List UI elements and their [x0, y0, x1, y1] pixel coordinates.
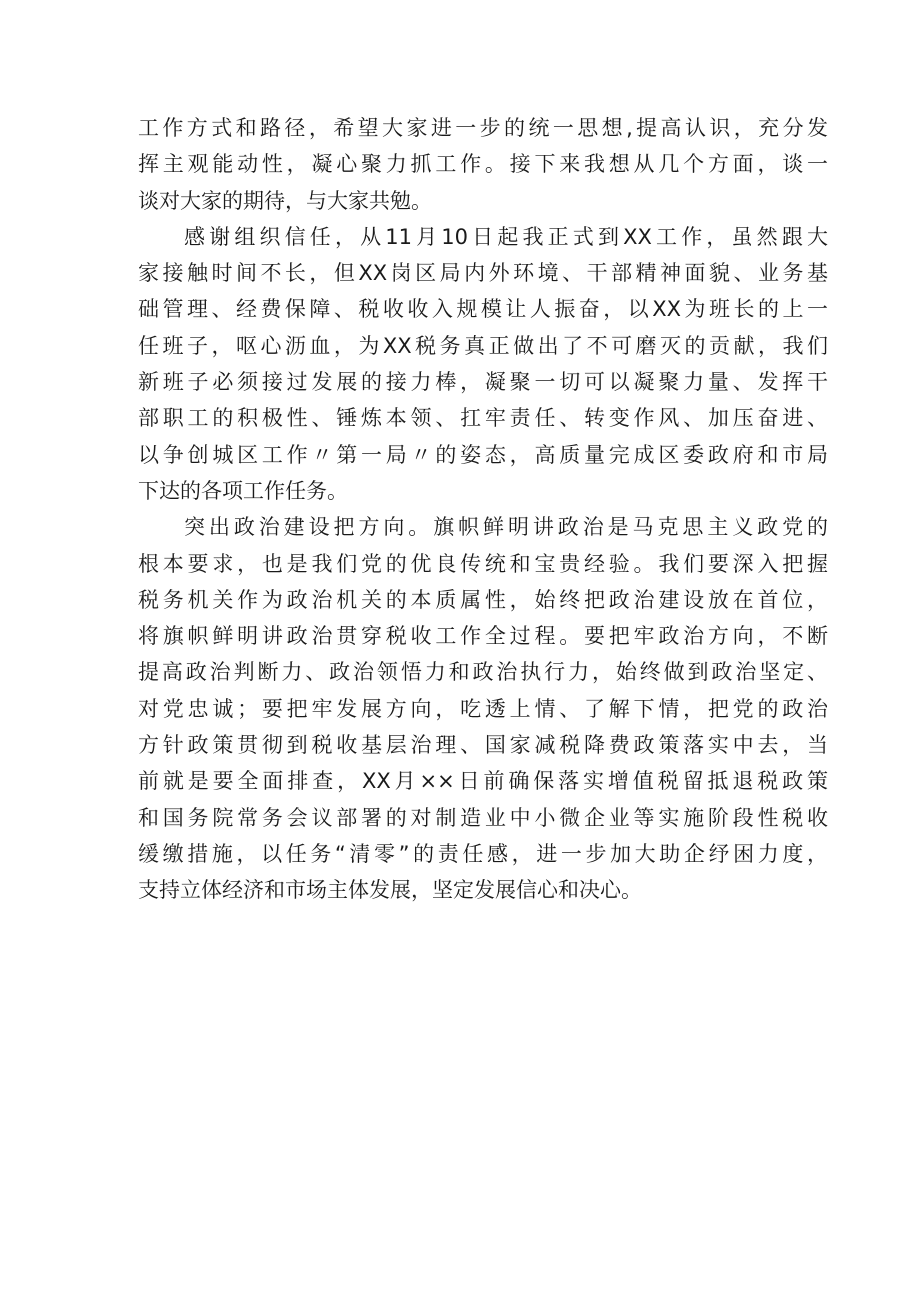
text-line: 工作方式和路径，希望大家进一步的统一思想,提高认识，充分发	[138, 116, 828, 140]
text-line: 谈对大家的期待，与大家共勉。	[138, 188, 432, 213]
text-line: 根本要求，也是我们党的优良传统和宝贵经验。我们要深入把握	[138, 551, 828, 576]
text-line: 缓缴措施，以任务“清零”的责任感，进一步加大助企纾困力度，	[138, 841, 828, 866]
text-line: 新班子必须接过发展的接力棒，凝聚一切可以凝聚力量、发挥干	[138, 370, 828, 395]
text-line: 前就是要全面排查，XX月××日前确保落实增值税留抵退税政策	[138, 769, 828, 794]
text-line: 突出政治建设把方向。旗帜鲜明讲政治是马克思主义政党的	[184, 515, 828, 540]
text-line: 将旗帜鲜明讲政治贯穿税收工作全过程。要把牢政治方向，不断	[138, 624, 828, 649]
text-line: 任班子，呕心沥血，为XX税务真正做出了不可磨灭的贡献，我们	[138, 333, 828, 358]
text-line: 部职工的积极性、锤炼本领、扛牢责任、转变作风、加压奋进、	[138, 406, 828, 431]
text-line: 家接触时间不长，但XX岗区局内外环境、干部精神面貌、业务基	[138, 261, 828, 286]
text-line: 支持立体经济和市场主体发展，坚定发展信心和决心。	[138, 878, 642, 903]
document-body	[138, 110, 828, 909]
text-line: 对党忠诚；要把牢发展方向，吃透上情、了解下情，把党的政治	[138, 696, 828, 721]
text-line: 方针政策贯彻到税收基层治理、国家减税降费政策落实中去，当	[138, 733, 828, 758]
text-line: 提高政治判断力、政治领悟力和政治执行力，始终做到政治坚定、	[138, 660, 828, 685]
text-line: 下达的各项工作任务。	[138, 478, 348, 503]
text-line: 感谢组织信任，从11月10日起我正式到XX工作，虽然跟大	[184, 224, 828, 249]
text-line: 挥主观能动性，凝心聚力抓工作。接下来我想从几个方面，谈一	[138, 152, 828, 177]
text-line: 税务机关作为政治机关的本质属性，始终把政治建设放在首位，	[138, 587, 828, 612]
text-line: 以争创城区工作〃第一局〃的姿态，高质量完成区委政府和市局	[138, 442, 828, 467]
text-line: 和国务院常务会议部署的对制造业中小微企业等实施阶段性税收	[138, 805, 828, 830]
text-line: 础管理、经费保障、税收收入规模让人振奋，以XX为班长的上一	[138, 297, 828, 322]
